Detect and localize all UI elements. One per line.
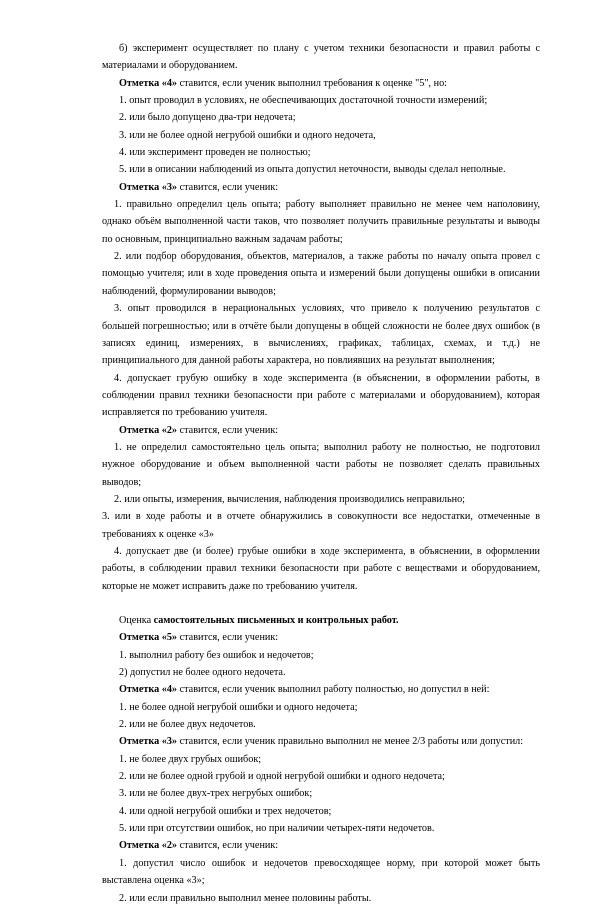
list-item: 2. или подбор оборудования, объектов, материалов, а также работы по началу опыта провел с помощью учителя; или в ходе проведения опыта и измерений были допущены ошибки в описании наблюдений, формулировании выводов; xyxy=(102,251,540,297)
list-item: 3. или не более двух-трех негрубых ошибок; xyxy=(119,788,313,800)
section-prefix: Оценка xyxy=(119,615,154,626)
grade-label: Отметка «3» xyxy=(119,181,178,193)
list-item: 1. не более одной негрубой ошибки и одного недочета; xyxy=(119,701,358,713)
grade-condition: ставится, если ученик выполнил работу полностью, но допустил в ней: xyxy=(177,684,490,696)
paragraph-experiment-safety: б) эксперимент осуществляет по плану с учетом техники безопасности и правил работы с материалами и оборудованием. xyxy=(102,43,540,72)
grade-label: Отметка «3» xyxy=(119,736,178,748)
grade-condition: ставится, если ученик: xyxy=(177,181,279,193)
list-item: 3. опыт проводился в нерациональных условиях, что привело к получению результатов с большей погрешностью; или в отчёте были допущены в общей сложности не более двух ошибок (в записях единиц, измерениях, в вычислениях, графиках, таблицах, схемах, и т.д.) не принципиального для данной работы характера, но повлиявших на результат выполнения; xyxy=(102,303,540,367)
list-item: 5. или в описании наблюдений из опыта допустил неточности, выводы сделал неполные. xyxy=(119,164,506,176)
list-item: 1. не определил самостоятельно цель опыта; выполнил работу не полностью, не подготовил нужное оборудование и объем выполненной части работы не позволяет сделать правильных выводов; xyxy=(102,441,540,488)
grade-condition: ставится, если ученик: xyxy=(177,424,279,436)
list-item: 3. или в ходе работы и в отчете обнаружились в совокупности все недостатки, отмеченные в требованиях к оценке «3» xyxy=(102,511,540,540)
grade-label: Отметка «4» xyxy=(119,77,178,89)
list-item: 2. или опыты, измерения, вычисления, наблюдения производились неправильно; xyxy=(114,493,466,505)
grade-4-experiment-heading xyxy=(102,75,540,92)
grade-condition: ставится, если ученик: xyxy=(177,840,279,852)
list-item: 2) допустил не более одного недочета. xyxy=(119,667,286,679)
grade-2-written-heading xyxy=(102,837,540,854)
grade-condition: ставится, если ученик выполнил требования к оценке "5", но: xyxy=(177,77,448,89)
list-item: 1. не более двух грубых ошибок; xyxy=(119,753,262,765)
grade-5-written-heading xyxy=(102,629,540,646)
list-item: 2. или не более одной грубой и одной негрубой ошибки и одного недочета; xyxy=(119,771,445,783)
grade-2-experiment-heading xyxy=(102,422,540,439)
list-item: 4. допускает грубую ошибку в ходе эксперимента (в объяснении, в оформлении работы, в соблюдении правил техники безопасности при работе с материалами и оборудованием), которая исправляется по требованию учителя. xyxy=(102,372,540,419)
list-item: 5. или при отсутствии ошибок, но при наличии четырех-пяти недочетов. xyxy=(119,823,435,835)
grade-label: Отметка «4» xyxy=(119,684,178,696)
section-spacer xyxy=(102,595,540,612)
grade-3-written-heading xyxy=(102,733,540,750)
list-item: 4. или эксперимент проведен не полностью; xyxy=(119,147,311,159)
grade-label: Отметка «2» xyxy=(119,424,178,436)
list-item: 1. допустил число ошибок и недочетов превосходящее норму, при которой может быть выставлена оценка «3»; xyxy=(102,857,540,887)
grade-4-written-heading xyxy=(102,681,540,698)
document-body xyxy=(102,40,540,907)
list-item: 1. выполнил работу без ошибок и недочетов; xyxy=(119,649,314,661)
list-item: 2. или было допущено два-три недочета; xyxy=(119,112,296,124)
grade-condition: ставится, если ученик правильно выполнил не менее 2/3 работы или допустил: xyxy=(177,736,524,748)
list-item: 4. или одной негрубой ошибки и трех недочетов; xyxy=(119,805,332,817)
section-title: самостоятельных письменных и контрольных работ. xyxy=(153,615,399,626)
grade-condition: ставится, если ученик: xyxy=(177,632,279,644)
list-item: 1. опыт проводил в условиях, не обеспечивающих достаточной точности измерений; xyxy=(119,95,488,107)
grade-label: Отметка «2» xyxy=(119,840,178,852)
grade-3-experiment-heading xyxy=(102,179,540,196)
list-item: 2. или если правильно выполнил менее половины работы. xyxy=(119,892,372,904)
list-item: 4. допускает две (и более) грубые ошибки в ходе эксперимента, в объяснении, в оформлении работы, в соблюдении правил техники безопасности при работе с веществами и оборудованием, которые не может исправить даже по требованию учителя. xyxy=(102,545,540,592)
section-title-written-works xyxy=(102,612,540,629)
list-item: 3. или не более одной негрубой ошибки и одного недочета, xyxy=(119,129,376,141)
list-item: 2. или не более двух недочетов. xyxy=(119,719,256,731)
grade-label: Отметка «5» xyxy=(119,632,178,644)
list-item: 1. правильно определил цель опыта; работу выполняет правильно не менее чем наполовину, однако объём выполненной части таков, что позволяет получить правильные результаты и выводы по основным, принципиально важным задачам работы; xyxy=(102,199,540,245)
